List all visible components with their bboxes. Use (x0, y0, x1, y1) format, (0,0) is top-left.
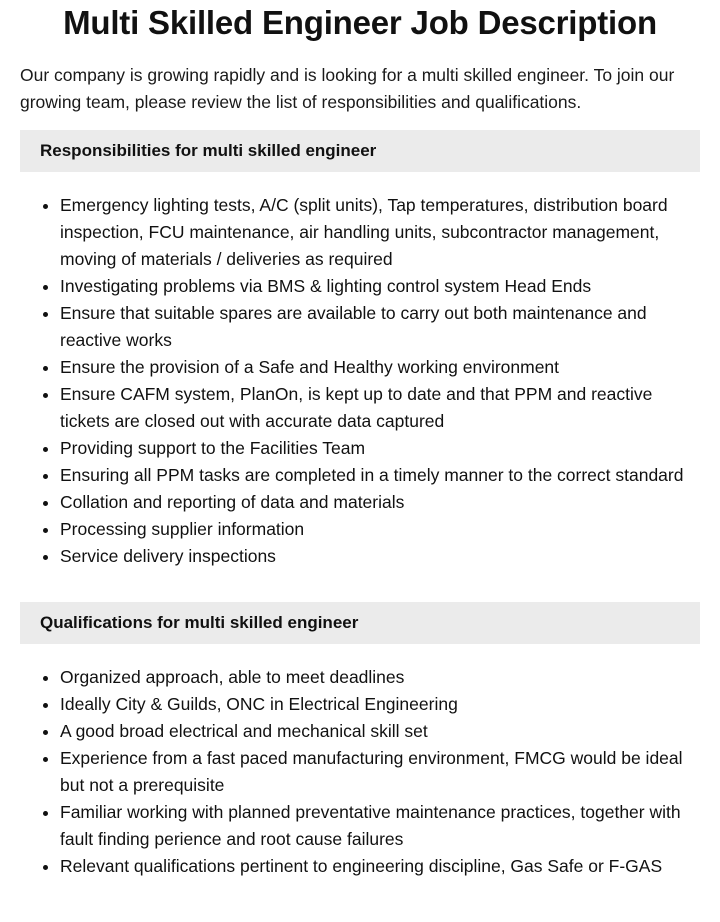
qualifications-list (20, 664, 700, 880)
list-item: • Ensure the provision of a Safe and Healthy working environment (60, 354, 700, 381)
list-item: • Service delivery inspections (60, 543, 700, 570)
list-item: • Experience from a fast paced manufacturing environment, FMCG would be ideal but not a prerequisite (60, 745, 700, 799)
list-item: • Ensure that suitable spares are available to carry out both maintenance and reactive works (60, 300, 700, 354)
list-item: • Investigating problems via BMS & lighting control system Head Ends (60, 273, 700, 300)
list-item: • Relevant qualifications pertinent to engineering discipline, Gas Safe or F-GAS (60, 853, 700, 880)
responsibilities-list (20, 192, 700, 570)
list-item: • Processing supplier information (60, 516, 700, 543)
intro-paragraph: Our company is growing rapidly and is looking for a multi skilled engineer. To join our growing team, please review the list of responsibilities and qualifications. (20, 65, 675, 112)
list-item: • Emergency lighting tests, A/C (split units), Tap temperatures, distribution board inspection, FCU maintenance, air handling units, subcontractor management, moving of materials / deliveries as required (60, 192, 700, 273)
list-item: • Ideally City & Guilds, ONC in Electrical Engineering (60, 691, 700, 718)
qualifications-heading: Qualifications for multi skilled engineer (20, 602, 700, 644)
list-item: • Organized approach, able to meet deadlines (60, 664, 700, 691)
responsibilities-heading: Responsibilities for multi skilled engineer (20, 130, 700, 172)
list-item: • Collation and reporting of data and materials (60, 489, 700, 516)
list-item: • Ensure CAFM system, PlanOn, is kept up to date and that PPM and reactive tickets are closed out with accurate data captured (60, 381, 700, 435)
list-item: • A good broad electrical and mechanical skill set (60, 718, 700, 745)
page-title: Multi Skilled Engineer Job Description (63, 4, 657, 41)
list-item: • Ensuring all PPM tasks are completed in a timely manner to the correct standard (60, 462, 700, 489)
list-item: • Providing support to the Facilities Team (60, 435, 700, 462)
list-item: • Familiar working with planned preventative maintenance practices, together with fault finding perience and root cause failures (60, 799, 700, 853)
